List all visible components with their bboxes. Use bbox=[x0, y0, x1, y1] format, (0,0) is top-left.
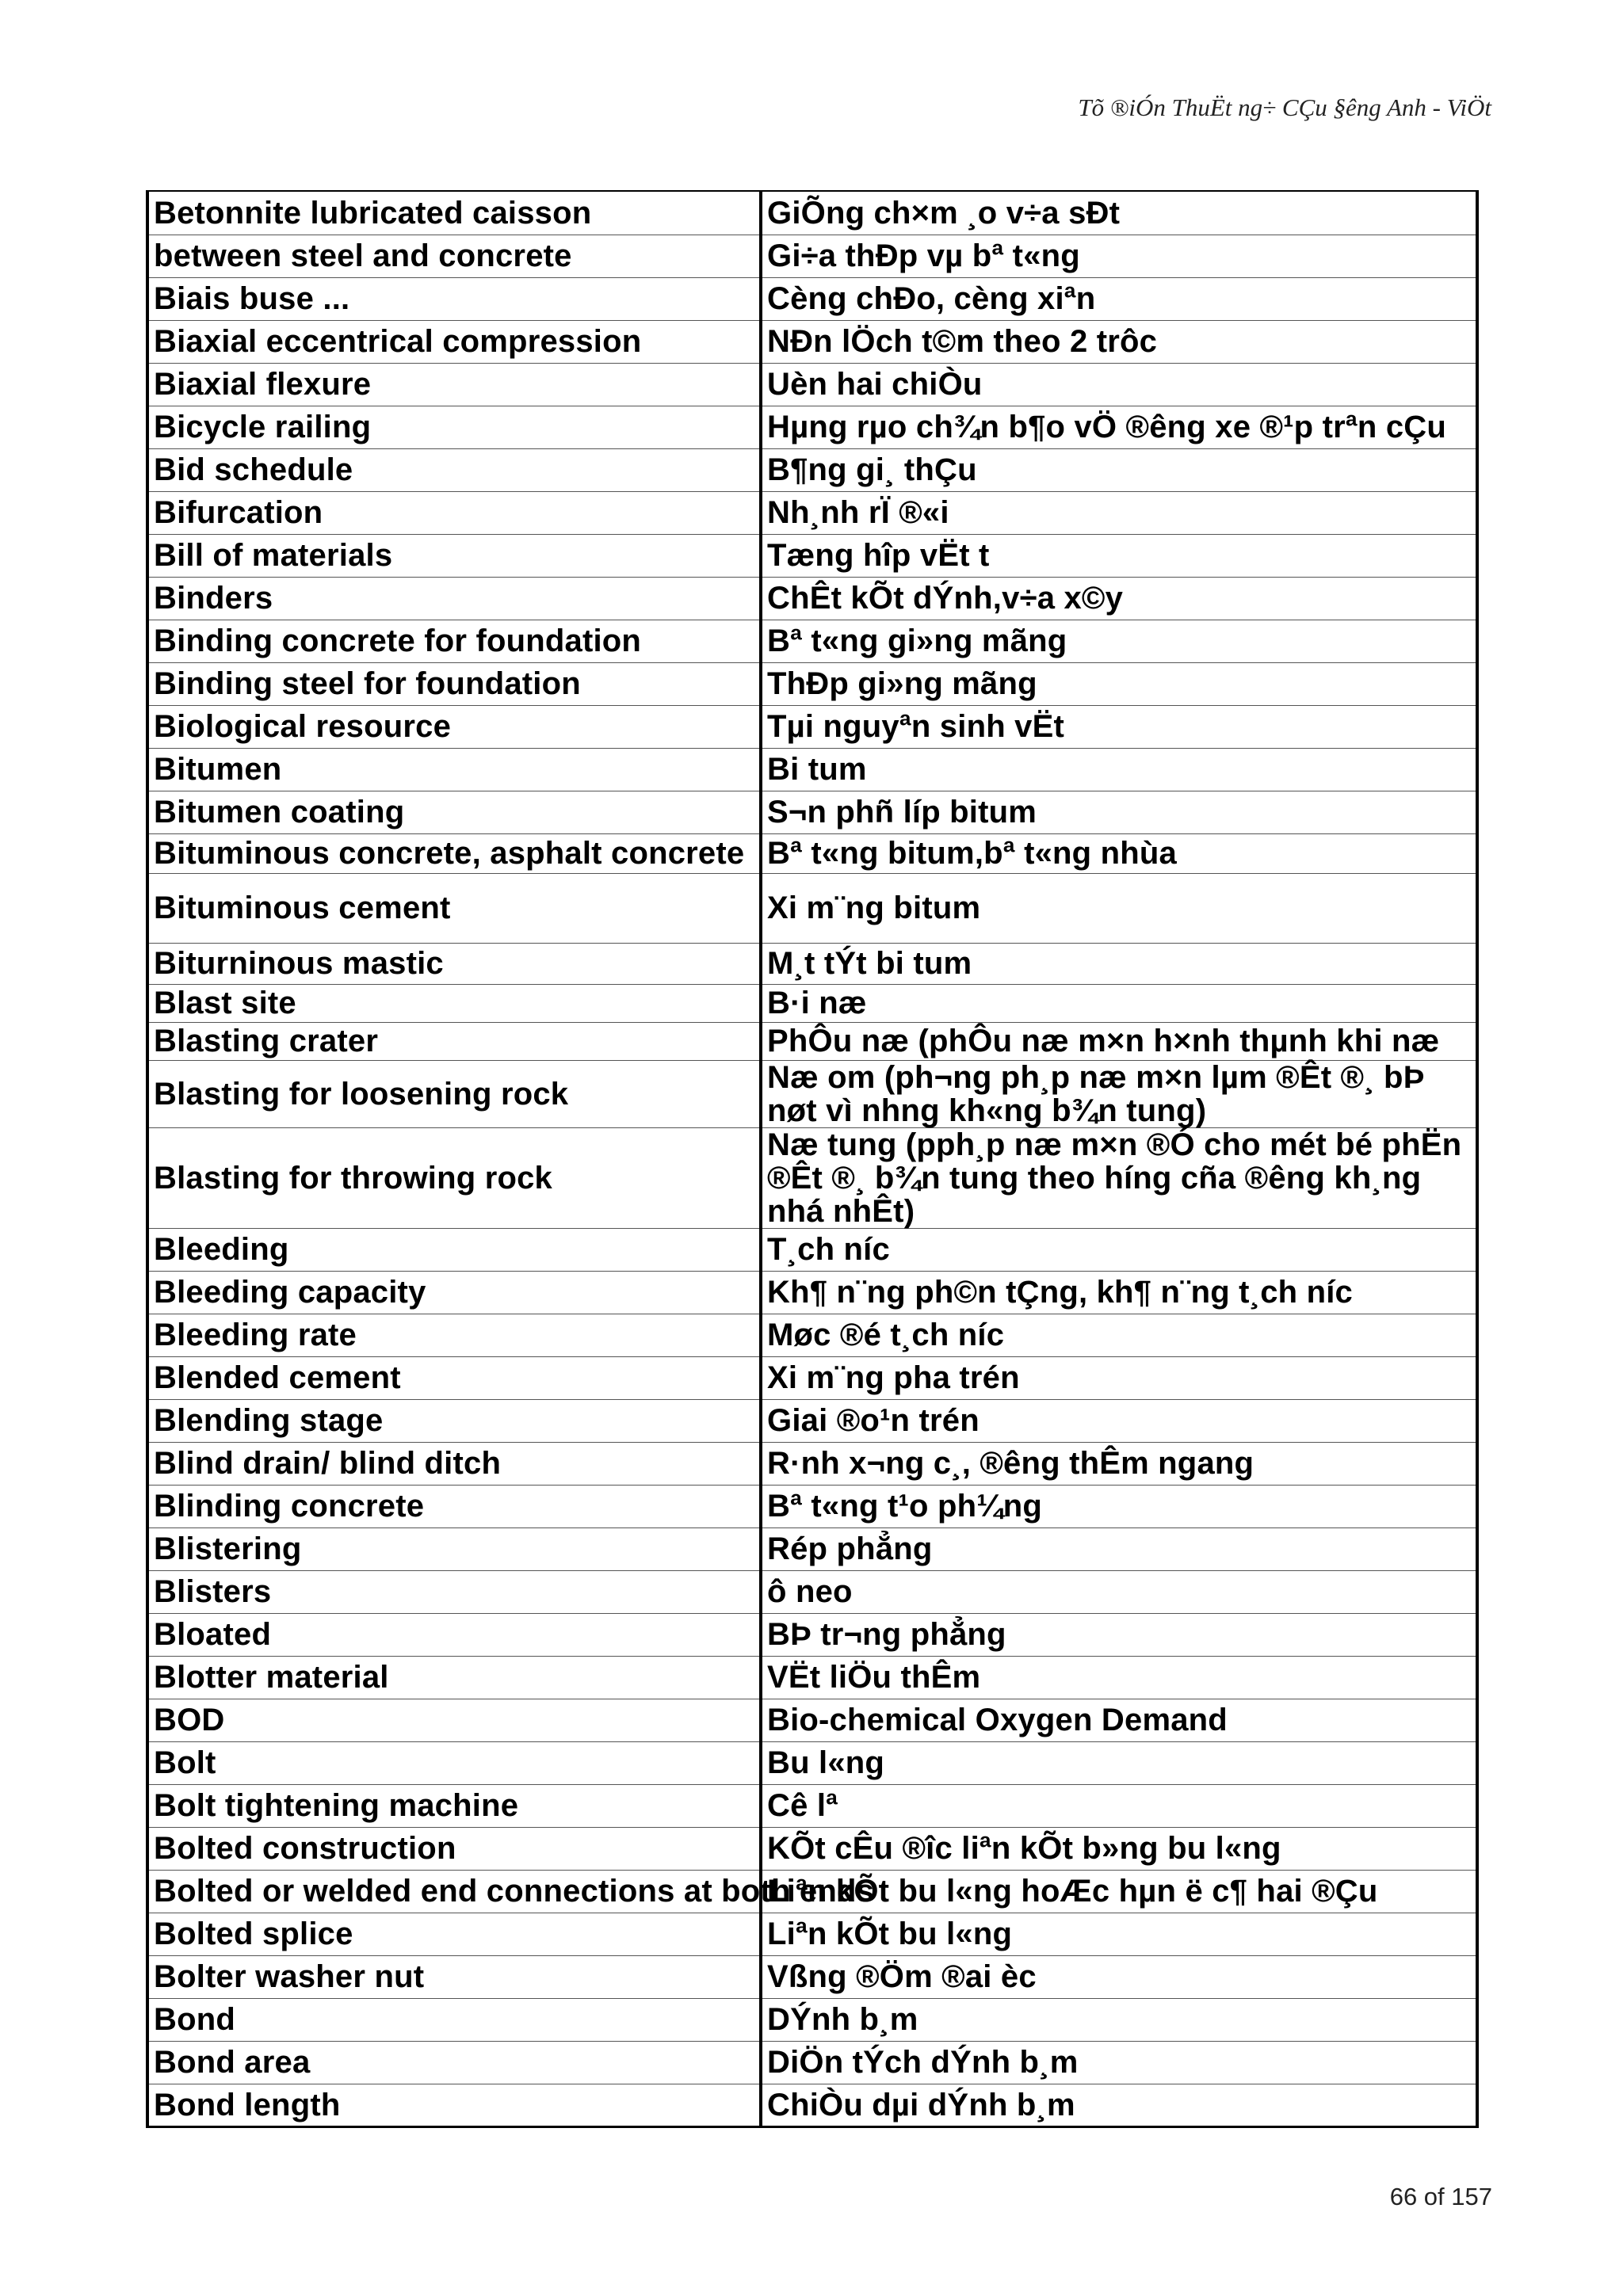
glossary-term: Bolted construction bbox=[147, 1827, 761, 1870]
glossary-definition: DÝnh b¸m bbox=[761, 1998, 1477, 2041]
glossary-row bbox=[147, 448, 1477, 491]
glossary-term: Blended cement bbox=[147, 1356, 761, 1399]
glossary-row bbox=[147, 1613, 1477, 1656]
glossary-row bbox=[147, 320, 1477, 363]
glossary-table-body bbox=[147, 191, 1477, 2126]
glossary-definition: Cèng chÐo, cèng xiªn bbox=[761, 277, 1477, 320]
glossary-row bbox=[147, 873, 1477, 943]
glossary-definition: Gi÷a thÐp vµ bª t«ng bbox=[761, 235, 1477, 277]
glossary-term: Bleeding bbox=[147, 1228, 761, 1271]
glossary-term: Bifurcation bbox=[147, 491, 761, 534]
glossary-term: Biturninous mastic bbox=[147, 943, 761, 984]
glossary-term: Bolt bbox=[147, 1741, 761, 1784]
glossary-definition: B¶ng gi¸ thÇu bbox=[761, 448, 1477, 491]
glossary-term: Bituminous concrete, asphalt concrete bbox=[147, 833, 761, 873]
glossary-definition: Uèn hai chiÒu bbox=[761, 363, 1477, 406]
glossary-term: Bolted splice bbox=[147, 1913, 761, 1955]
glossary-term: Bitumen bbox=[147, 748, 761, 791]
glossary-definition: Nh¸nh rÏ ®«i bbox=[761, 491, 1477, 534]
glossary-term: Bolter washer nut bbox=[147, 1955, 761, 1998]
glossary-row bbox=[147, 491, 1477, 534]
glossary-definition: Bu l«ng bbox=[761, 1741, 1477, 1784]
glossary-row bbox=[147, 1741, 1477, 1784]
glossary-row bbox=[147, 1127, 1477, 1228]
glossary-definition: Bª t«ng bitum,bª t«ng nhùa bbox=[761, 833, 1477, 873]
glossary-term: Blisters bbox=[147, 1570, 761, 1613]
glossary-definition: B·i næ bbox=[761, 984, 1477, 1022]
glossary-term: Bitumen coating bbox=[147, 791, 761, 833]
glossary-term: Blinding concrete bbox=[147, 1485, 761, 1527]
glossary-term: Bid schedule bbox=[147, 448, 761, 491]
glossary-definition: Tæng hîp vËt t bbox=[761, 534, 1477, 577]
glossary-row bbox=[147, 833, 1477, 873]
page-number: 66 of 157 bbox=[1389, 2183, 1492, 2210]
glossary-row bbox=[147, 662, 1477, 705]
glossary-row bbox=[147, 534, 1477, 577]
glossary-row bbox=[147, 277, 1477, 320]
glossary-row bbox=[147, 705, 1477, 748]
glossary-definition: Bio-chemical Oxygen Demand bbox=[761, 1699, 1477, 1741]
glossary-definition: ChiÒu dµi dÝnh b¸m bbox=[761, 2084, 1477, 2126]
glossary-term: Biological resource bbox=[147, 705, 761, 748]
document-header-title: Tõ ®iÓn ThuËt ng÷ CÇu §êng Anh - ViÖt bbox=[1078, 93, 1491, 121]
glossary-row bbox=[147, 235, 1477, 277]
glossary-row bbox=[147, 748, 1477, 791]
glossary-term: Bleeding capacity bbox=[147, 1271, 761, 1314]
glossary-definition: Cê lª bbox=[761, 1784, 1477, 1827]
glossary-term: Bond area bbox=[147, 2041, 761, 2084]
glossary-term: Biais buse ... bbox=[147, 277, 761, 320]
glossary-definition: Næ om (ph¬ng ph¸p næ m×n lµm ®Êt ®¸ bÞ nøt vì nhng kh«ng b¾n tung) bbox=[761, 1060, 1477, 1127]
glossary-definition: R·nh x¬ng c¸, ®êng thÊm ngang bbox=[761, 1442, 1477, 1485]
glossary-row bbox=[147, 984, 1477, 1022]
glossary-row bbox=[147, 363, 1477, 406]
glossary-row bbox=[147, 191, 1477, 235]
glossary-definition: Liªn kÕt bu l«ng bbox=[761, 1913, 1477, 1955]
glossary-row bbox=[147, 1827, 1477, 1870]
glossary-definition: KÕt cÊu ®îc liªn kÕt b»ng bu l«ng bbox=[761, 1827, 1477, 1870]
glossary-definition: ThÐp gi»ng mãng bbox=[761, 662, 1477, 705]
glossary-definition: Xi m¨ng pha trén bbox=[761, 1356, 1477, 1399]
glossary-term: Bolted or welded end connections at both ends bbox=[147, 1870, 761, 1913]
glossary-definition: NÐn lÖch t©m theo 2 trôc bbox=[761, 320, 1477, 363]
glossary-definition: Næ tung (pph¸p næ m×n ®Ó cho mét bé phËn ®Êt ®¸ b¾n tung theo híng cña ®êng kh¸ng nhá nhÊt) bbox=[761, 1127, 1477, 1228]
glossary-term: Blistering bbox=[147, 1527, 761, 1570]
glossary-term: Blasting crater bbox=[147, 1022, 761, 1060]
glossary-definition: S¬n phñ líp bitum bbox=[761, 791, 1477, 833]
glossary-row bbox=[147, 1022, 1477, 1060]
glossary-term: Betonnite lubricated caisson bbox=[147, 191, 761, 235]
glossary-term: Blasting for loosening rock bbox=[147, 1060, 761, 1127]
glossary-term: Binding concrete for foundation bbox=[147, 620, 761, 662]
glossary-definition: Kh¶ n¨ng ph©n tÇng, kh¶ n¨ng t¸ch níc bbox=[761, 1271, 1477, 1314]
glossary-row bbox=[147, 1527, 1477, 1570]
glossary-definition: ô neo bbox=[761, 1570, 1477, 1613]
glossary-table bbox=[146, 190, 1479, 2128]
glossary-row bbox=[147, 1271, 1477, 1314]
glossary-definition: Bi tum bbox=[761, 748, 1477, 791]
glossary-definition: Rép phẳng bbox=[761, 1527, 1477, 1570]
glossary-row bbox=[147, 1399, 1477, 1442]
glossary-row bbox=[147, 1870, 1477, 1913]
glossary-term: Bill of materials bbox=[147, 534, 761, 577]
glossary-term: Bleeding rate bbox=[147, 1314, 761, 1356]
glossary-row bbox=[147, 577, 1477, 620]
glossary-row bbox=[147, 1356, 1477, 1399]
glossary-row bbox=[147, 1060, 1477, 1127]
glossary-definition: Vßng ®Öm ®ai èc bbox=[761, 1955, 1477, 1998]
glossary-row bbox=[147, 1913, 1477, 1955]
glossary-definition: Bª t«ng t¹o ph¼ng bbox=[761, 1485, 1477, 1527]
glossary-term: between steel and concrete bbox=[147, 235, 761, 277]
glossary-definition: VËt liÖu thÊm bbox=[761, 1656, 1477, 1699]
glossary-row bbox=[147, 620, 1477, 662]
glossary-term: Bicycle railing bbox=[147, 406, 761, 448]
glossary-term: Blending stage bbox=[147, 1399, 761, 1442]
glossary-definition: DiÖn tÝch dÝnh b¸m bbox=[761, 2041, 1477, 2084]
glossary-definition: GiÕng ch×m ¸o v÷a sÐt bbox=[761, 191, 1477, 235]
glossary-definition: BÞ tr¬ng phẳng bbox=[761, 1613, 1477, 1656]
glossary-term: Biaxial eccentrical compression bbox=[147, 320, 761, 363]
glossary-term: Bituminous cement bbox=[147, 873, 761, 943]
glossary-definition: PhÔu næ (phÔu næ m×n h×nh thµnh khi næ bbox=[761, 1022, 1477, 1060]
glossary-row bbox=[147, 1656, 1477, 1699]
glossary-definition: ChÊt kÕt dÝnh,v÷a x©y bbox=[761, 577, 1477, 620]
glossary-term: Blast site bbox=[147, 984, 761, 1022]
glossary-term: BOD bbox=[147, 1699, 761, 1741]
glossary-row bbox=[147, 943, 1477, 984]
glossary-term: Blind drain/ blind ditch bbox=[147, 1442, 761, 1485]
glossary-row bbox=[147, 1228, 1477, 1271]
glossary-definition: Hµng rµo ch¾n b¶o vÖ ®êng xe ®¹p trªn cÇu bbox=[761, 406, 1477, 448]
glossary-definition: Bª t«ng gi»ng mãng bbox=[761, 620, 1477, 662]
glossary-row bbox=[147, 791, 1477, 833]
glossary-row bbox=[147, 1955, 1477, 1998]
glossary-term: Bond length bbox=[147, 2084, 761, 2126]
glossary-term: Blotter material bbox=[147, 1656, 761, 1699]
glossary-row bbox=[147, 1314, 1477, 1356]
glossary-term: Blasting for throwing rock bbox=[147, 1127, 761, 1228]
glossary-row bbox=[147, 1570, 1477, 1613]
glossary-definition: Liªn kÕt bu l«ng hoÆc hµn ë c¶ hai ®Çu bbox=[761, 1870, 1477, 1913]
glossary-term: Bond bbox=[147, 1998, 761, 2041]
glossary-term: Bolt tightening machine bbox=[147, 1784, 761, 1827]
glossary-row bbox=[147, 1485, 1477, 1527]
glossary-row bbox=[147, 1784, 1477, 1827]
glossary-definition: Giai ®o¹n trén bbox=[761, 1399, 1477, 1442]
glossary-row bbox=[147, 1998, 1477, 2041]
glossary-definition: T¸ch níc bbox=[761, 1228, 1477, 1271]
glossary-term: Binders bbox=[147, 577, 761, 620]
glossary-row bbox=[147, 1442, 1477, 1485]
glossary-definition: Tµi nguyªn sinh vËt bbox=[761, 705, 1477, 748]
glossary-row bbox=[147, 2084, 1477, 2126]
glossary-row bbox=[147, 1699, 1477, 1741]
glossary-definition: Xi m¨ng bitum bbox=[761, 873, 1477, 943]
glossary-definition: Møc ®é t¸ch níc bbox=[761, 1314, 1477, 1356]
glossary-term: Biaxial flexure bbox=[147, 363, 761, 406]
glossary-term: Binding steel for foundation bbox=[147, 662, 761, 705]
glossary-row bbox=[147, 406, 1477, 448]
glossary-definition: M¸t tÝt bi tum bbox=[761, 943, 1477, 984]
glossary-row bbox=[147, 2041, 1477, 2084]
glossary-term: Bloated bbox=[147, 1613, 761, 1656]
